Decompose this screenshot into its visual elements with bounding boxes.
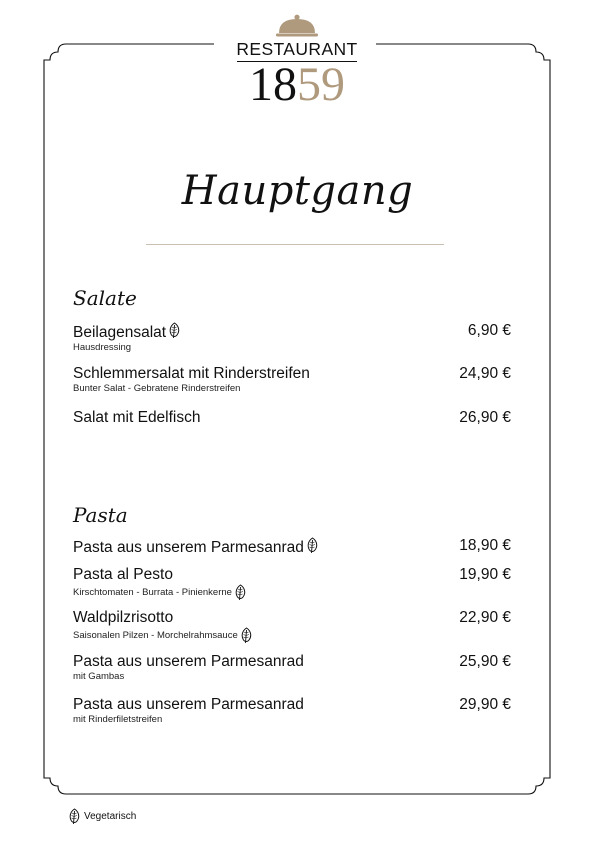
item-description: Kirschtomaten - Burrata - Pinienkerne bbox=[73, 587, 232, 598]
vegetarian-leaf-icon bbox=[234, 584, 247, 601]
logo-year bbox=[236, 58, 358, 111]
item-price: 22,90 € bbox=[459, 609, 511, 626]
vegetarian-leaf-icon bbox=[68, 808, 81, 825]
section-title-salate: Salate bbox=[73, 286, 137, 310]
vegetarian-leaf-icon bbox=[168, 322, 181, 339]
item-price: 18,90 € bbox=[459, 537, 511, 554]
item-price: 26,90 € bbox=[459, 409, 511, 426]
cloche-icon bbox=[274, 14, 320, 38]
page-title: Hauptgang bbox=[181, 168, 414, 214]
menu-item bbox=[73, 409, 511, 427]
vegetarian-leaf-icon bbox=[306, 537, 319, 554]
item-price: 29,90 € bbox=[459, 696, 511, 713]
menu-item bbox=[73, 653, 511, 683]
logo-wordmark: RESTAURANT bbox=[236, 39, 358, 59]
item-name: Salat mit Edelfisch bbox=[73, 409, 201, 426]
menu-item bbox=[73, 566, 511, 601]
item-name: Pasta aus unserem Parmesanrad bbox=[73, 539, 304, 556]
item-description: mit Rinderfiletstreifen bbox=[73, 714, 163, 725]
menu-item bbox=[73, 322, 511, 354]
item-name: Pasta al Pesto bbox=[73, 566, 173, 583]
item-name: Pasta aus unserem Parmesanrad bbox=[73, 653, 304, 670]
logo-year-first: 18 bbox=[249, 58, 297, 111]
menu-item bbox=[73, 537, 511, 557]
menu-item bbox=[73, 696, 511, 726]
legend-label: Vegetarisch bbox=[84, 811, 137, 822]
logo-year-second: 59 bbox=[297, 58, 345, 111]
item-description: Hausdressing bbox=[73, 342, 132, 353]
vegetarian-leaf-icon bbox=[240, 627, 253, 644]
item-price: 19,90 € bbox=[459, 566, 511, 583]
legend-vegetarian bbox=[66, 808, 136, 825]
item-name: Waldpilzrisotto bbox=[73, 609, 174, 626]
item-name: Pasta aus unserem Parmesanrad bbox=[73, 696, 304, 713]
section-title-pasta: Pasta bbox=[73, 503, 128, 527]
item-price: 24,90 € bbox=[459, 365, 511, 382]
title-divider bbox=[146, 244, 444, 245]
item-description: mit Gambas bbox=[73, 671, 125, 682]
item-price: 25,90 € bbox=[459, 653, 511, 670]
item-description: Bunter Salat - Gebratene Rinderstreifen bbox=[73, 383, 241, 394]
item-name: Schlemmersalat mit Rinderstreifen bbox=[73, 365, 310, 382]
restaurant-logo bbox=[236, 14, 358, 111]
item-price: 6,90 € bbox=[467, 322, 511, 339]
item-name: Beilagensalat bbox=[73, 324, 167, 341]
menu-item bbox=[73, 609, 511, 644]
item-description: Saisonalen Pilzen - Morchelrahmsauce bbox=[73, 630, 238, 641]
menu-item bbox=[73, 365, 511, 395]
